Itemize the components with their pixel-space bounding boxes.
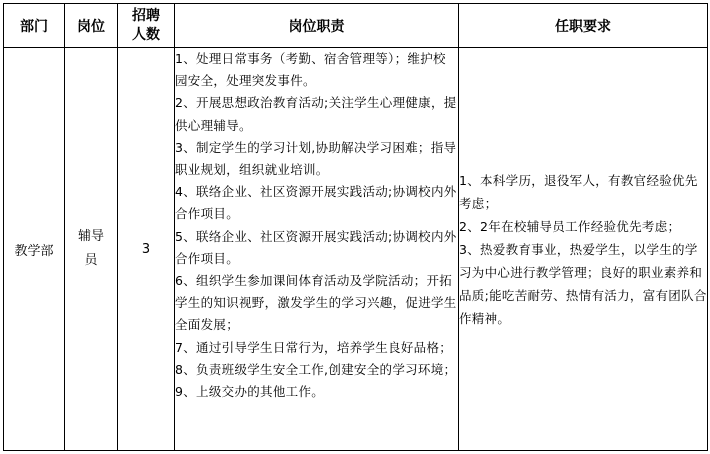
duty-item: 4、联络企业、社区资源开展实践活动;协调校内外合作项目。: [175, 184, 457, 222]
position-line1: 辅导: [77, 229, 104, 244]
requirement-item: 1、本科学历，退役军人，有教官经验优先考虑；: [459, 172, 698, 211]
header-requirements: [459, 4, 708, 48]
requirement-item: 3、热爱教育事业，热爱学生，以学生的学习为中心进行教学管理；良好的职业素养和品质;能吃苦耐劳、热情有活力，富有团队合作精神。: [459, 241, 707, 326]
table-row: [4, 48, 708, 451]
duty-item: 8、负责班级学生安全工作,创建安全的学习环境；: [175, 361, 457, 377]
header-requirements-label: 任职要求: [555, 18, 611, 35]
duty-item: 9、上级交办的其他工作。: [175, 384, 325, 400]
cell-dept: [4, 48, 65, 451]
header-dept: [4, 4, 65, 48]
count-value: 3: [141, 241, 151, 257]
cell-position: [65, 48, 118, 451]
cell-duties: [175, 48, 459, 451]
header-count-line2: 人数: [132, 26, 160, 43]
job-posting-table: [3, 3, 708, 451]
cell-requirements: [459, 48, 708, 451]
duty-item: 1、处理日常事务（考勤、宿舍管理等）；维护校园安全，处理突发事件。: [175, 51, 446, 89]
cell-count: [118, 48, 175, 451]
duty-item: 5、联络企业、社区资源开展实践活动;协调校内外合作项目。: [175, 228, 457, 266]
duty-item: 7、通过引导学生日常行为，培养学生良好品格；: [175, 339, 453, 355]
header-duties: [175, 4, 459, 48]
header-dept-label: 部门: [20, 18, 48, 35]
requirement-item: 2、2年在校辅导员工作经验优先考虑；: [459, 218, 681, 234]
duty-item: 6、组织学生参加课间体育活动及学院活动；开拓学生的知识视野，激发学生的学习兴趣，促进学生全面发展；: [175, 273, 457, 333]
header-row: [4, 4, 708, 48]
header-duties-label: 岗位职责: [288, 18, 345, 35]
header-count-line1: 招聘: [132, 7, 160, 24]
header-count: [118, 4, 175, 48]
position-line2: 员: [84, 253, 98, 268]
header-position-label: 岗位: [77, 18, 105, 35]
dept-value: 教学部: [14, 243, 54, 259]
duty-item: 2、开展思想政治教育活动;关注学生心理健康，提供心理辅导。: [175, 95, 457, 133]
duty-item: 3、制定学生的学习计划,协助解决学习困难；指导职业规划，组织就业培训。: [175, 139, 457, 178]
header-position: [65, 4, 118, 48]
